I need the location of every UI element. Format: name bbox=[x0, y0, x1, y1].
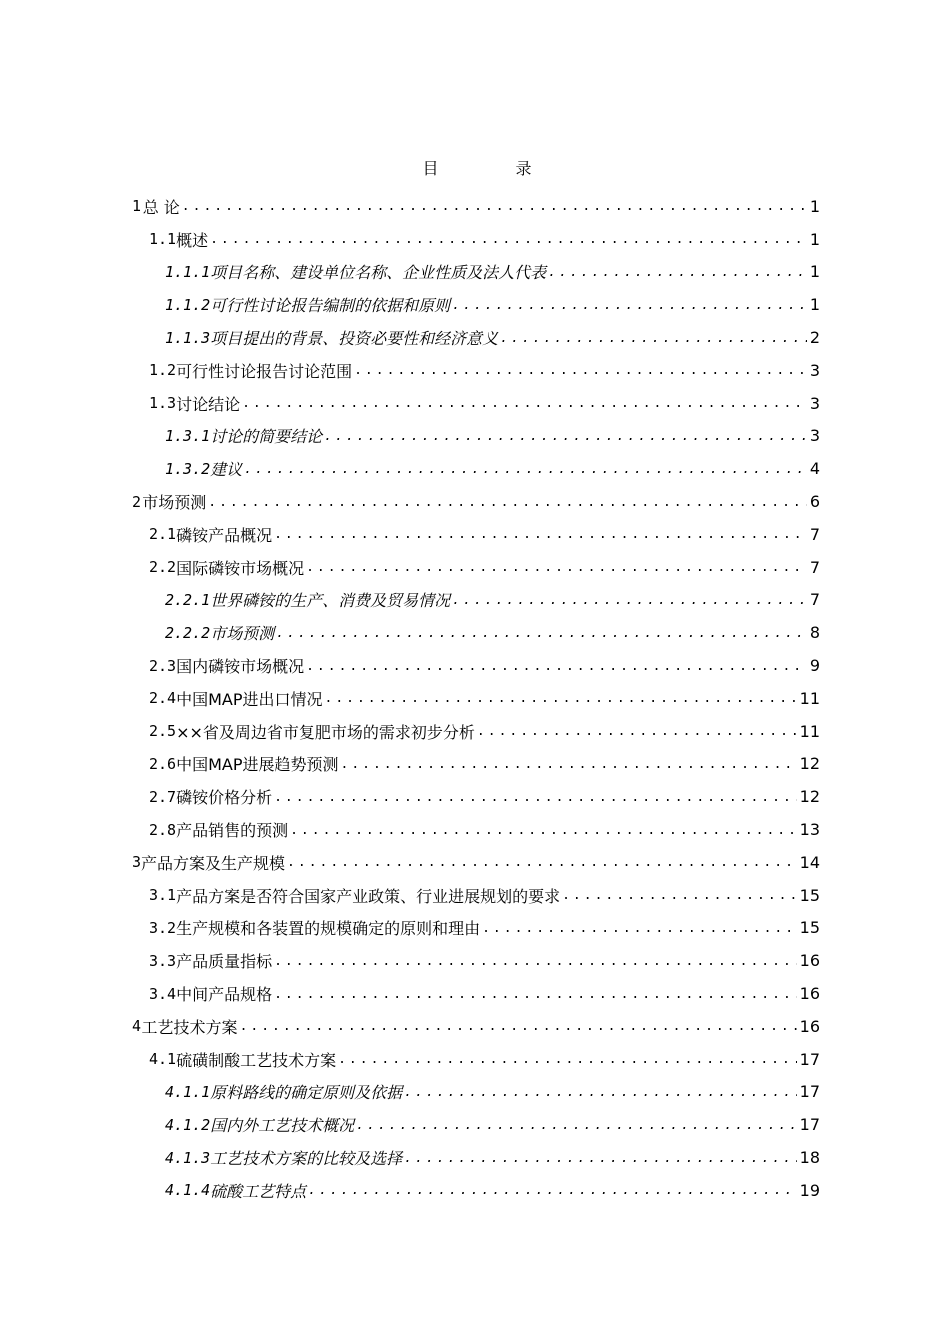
toc-entry-page-number: 15 bbox=[799, 918, 820, 938]
toc-entry[interactable] bbox=[128, 518, 820, 551]
toc-entry-label: 国际磷铵市场概况 bbox=[176, 558, 305, 578]
toc-entry-label: 产品质量指标 bbox=[176, 952, 273, 972]
toc-entry[interactable] bbox=[128, 452, 820, 485]
toc-dot-leader bbox=[210, 230, 807, 248]
toc-entry-page-number: 15 bbox=[799, 885, 820, 905]
toc-entry-label: 项目提出的背景、投资必要性和经济意义 bbox=[210, 329, 499, 349]
toc-entry-label: 中间产品规格 bbox=[176, 985, 273, 1005]
toc-dot-leader bbox=[308, 1181, 796, 1199]
toc-entry[interactable] bbox=[128, 387, 820, 420]
toc-entry-label: 讨论结论 bbox=[176, 394, 241, 414]
toc-entry[interactable] bbox=[128, 354, 820, 387]
toc-entry-label: 可行性讨论报告编制的依据和原则 bbox=[210, 296, 451, 316]
toc-entry-label: 建议 bbox=[210, 460, 243, 480]
toc-entry-label: 产品方案是否符合国家产业政策、行业进展规划的要求 bbox=[176, 886, 561, 906]
toc-dot-leader bbox=[452, 591, 807, 609]
toc-entry-label: 国内磷铵市场概况 bbox=[176, 657, 305, 677]
toc-entry-number: 2.4 bbox=[149, 689, 177, 708]
toc-entry-number: 1 bbox=[132, 197, 142, 216]
toc-entry-label: 概述 bbox=[176, 230, 209, 250]
toc-entry-number: 1.1.2 bbox=[165, 295, 211, 314]
toc-entry-number: 3.4 bbox=[149, 984, 177, 1003]
toc-entry[interactable] bbox=[128, 879, 820, 912]
toc-dot-leader bbox=[548, 263, 807, 281]
toc-entry-label: 产品销售的预测 bbox=[176, 821, 289, 841]
toc-entry[interactable] bbox=[128, 1141, 820, 1174]
toc-entry-number: 2.5 bbox=[149, 722, 177, 741]
toc-entry-page-number: 11 bbox=[799, 721, 820, 741]
toc-entry-number: 2.6 bbox=[149, 754, 177, 773]
toc-entry-label: 国内外工艺技术概况 bbox=[210, 1116, 355, 1136]
toc-entry-number: 2.2 bbox=[149, 558, 177, 577]
toc-entry-number: 1.2 bbox=[149, 361, 177, 380]
toc-entry-page-number: 16 bbox=[799, 1016, 820, 1036]
toc-dot-leader bbox=[482, 919, 797, 937]
toc-entry[interactable] bbox=[128, 780, 820, 813]
toc-entry-label: 项目名称、建设单位名称、企业性质及法人代表 bbox=[210, 263, 547, 283]
toc-dot-leader bbox=[182, 197, 807, 215]
toc-entry-page-number: 12 bbox=[799, 754, 820, 774]
toc-entry-number: 2.2.1 bbox=[165, 590, 211, 609]
toc-entry-label: ××省及周边省市复肥市场的需求初步分析 bbox=[176, 722, 475, 742]
toc-entry[interactable] bbox=[128, 682, 820, 715]
toc-entry-number: 4.1 bbox=[149, 1050, 177, 1069]
toc-entry-label: 中国MAP进展趋势预测 bbox=[176, 755, 339, 775]
toc-entry-label: 讨论的简要结论 bbox=[210, 427, 323, 447]
toc-dot-leader bbox=[477, 722, 797, 740]
toc-entry-page-number: 7 bbox=[809, 524, 820, 544]
toc-entry[interactable] bbox=[128, 288, 820, 321]
toc-entry-page-number: 1 bbox=[809, 295, 820, 315]
toc-entry-label: 磷铵产品概况 bbox=[176, 525, 273, 545]
toc-dot-leader bbox=[287, 853, 797, 871]
toc-dot-leader bbox=[274, 788, 797, 806]
toc-entry-number: 2 bbox=[132, 492, 142, 511]
toc-entry-page-number: 7 bbox=[809, 557, 820, 577]
toc-entry-page-number: 17 bbox=[799, 1082, 820, 1102]
toc-entry-label: 市场预测 bbox=[210, 624, 275, 644]
toc-entry[interactable] bbox=[128, 190, 820, 223]
toc-entry-page-number: 2 bbox=[809, 328, 820, 348]
toc-entry-page-number: 11 bbox=[799, 688, 820, 708]
toc-entry-page-number: 3 bbox=[809, 393, 820, 413]
toc-entry-number: 4 bbox=[132, 1017, 142, 1036]
toc-entry-page-number: 17 bbox=[799, 1115, 820, 1135]
toc-entry-page-number: 18 bbox=[799, 1148, 820, 1167]
toc-dot-leader bbox=[306, 657, 807, 675]
toc-entry-label: 硫酸工艺特点 bbox=[210, 1181, 307, 1201]
toc-dot-leader bbox=[290, 821, 797, 839]
toc-dot-leader bbox=[338, 1050, 797, 1068]
toc-entry-label: 生产规模和各装置的规模确定的原则和理由 bbox=[176, 919, 481, 939]
toc-dot-leader bbox=[274, 985, 797, 1003]
toc-entry-label: 工艺技术方案的比较及选择 bbox=[210, 1149, 403, 1168]
toc-entry-number: 2.1 bbox=[149, 525, 177, 544]
toc-entry-page-number: 4 bbox=[809, 459, 820, 479]
toc-dot-leader bbox=[354, 361, 807, 379]
toc-entry-page-number: 16 bbox=[799, 984, 820, 1004]
toc-entry-page-number: 17 bbox=[799, 1049, 820, 1069]
toc-entry-label: 中国MAP进出口情况 bbox=[176, 689, 323, 709]
toc-entry-number: 1.1.1 bbox=[165, 262, 211, 281]
toc-entry[interactable] bbox=[128, 420, 820, 453]
toc-entry-number: 2.3 bbox=[149, 656, 177, 675]
toc-entry-number: 4.1.2 bbox=[165, 1115, 211, 1134]
toc-entry-label: 磷铵价格分析 bbox=[176, 788, 273, 808]
toc-dot-leader bbox=[562, 886, 797, 904]
toc-entry-number: 3.1 bbox=[149, 886, 177, 905]
toc-entry-page-number: 16 bbox=[799, 951, 820, 971]
toc-entry-label: 产品方案及生产规模 bbox=[141, 853, 286, 873]
toc-entry-page-number: 3 bbox=[809, 426, 820, 446]
toc-entry-label: 硫磺制酸工艺技术方案 bbox=[176, 1050, 337, 1070]
toc-entry[interactable] bbox=[128, 912, 820, 945]
toc-entry-label: 市场预测 bbox=[142, 493, 207, 513]
toc-entry[interactable] bbox=[128, 551, 820, 584]
toc-entry[interactable] bbox=[128, 977, 820, 1010]
toc-entry[interactable] bbox=[128, 485, 820, 518]
toc-entry[interactable] bbox=[128, 223, 820, 256]
toc-dot-leader bbox=[240, 1017, 797, 1035]
toc-entry[interactable] bbox=[128, 584, 820, 617]
toc-title: 目 录 bbox=[422, 159, 568, 178]
toc-entry-number: 2.7 bbox=[149, 787, 177, 806]
toc-dot-leader bbox=[274, 952, 797, 970]
toc-entry[interactable] bbox=[128, 748, 820, 781]
toc-entry-page-number: 6 bbox=[809, 492, 820, 512]
toc-dot-leader bbox=[404, 1149, 796, 1167]
toc-entry-number: 1.3 bbox=[149, 394, 177, 413]
toc-entry-page-number: 13 bbox=[799, 820, 820, 840]
toc-dot-leader bbox=[452, 296, 807, 314]
toc-entry[interactable] bbox=[128, 321, 820, 354]
toc-entry-number: 4.1.1 bbox=[165, 1082, 211, 1101]
toc-entry[interactable] bbox=[128, 616, 820, 649]
toc-entry-page-number: 1 bbox=[809, 196, 820, 216]
toc-dot-leader bbox=[276, 624, 807, 642]
toc-entry[interactable] bbox=[128, 813, 820, 846]
toc-entry-page-number: 7 bbox=[809, 590, 820, 610]
toc-entry-page-number: 14 bbox=[799, 852, 820, 872]
toc-entry[interactable] bbox=[128, 1108, 820, 1141]
toc-entry[interactable] bbox=[128, 1076, 820, 1109]
toc-entry-page-number: 19 bbox=[799, 1180, 820, 1200]
toc-entry-number: 2.8 bbox=[149, 820, 177, 839]
toc-list bbox=[128, 190, 820, 1207]
toc-entry-label: 工艺技术方案 bbox=[141, 1017, 238, 1037]
toc-entry-number: 4.1.3 bbox=[165, 1148, 211, 1167]
toc-dot-leader bbox=[500, 329, 807, 347]
toc-dot-leader bbox=[274, 525, 807, 543]
toc-entry-number: 3 bbox=[132, 853, 142, 872]
toc-dot-leader bbox=[244, 460, 807, 478]
toc-entry[interactable] bbox=[128, 256, 820, 289]
toc-entry-number: 2.2.2 bbox=[165, 623, 211, 642]
toc-dot-leader bbox=[208, 493, 807, 511]
toc-dot-leader bbox=[306, 558, 807, 576]
toc-entry[interactable] bbox=[128, 846, 820, 879]
toc-dot-leader bbox=[242, 394, 807, 412]
toc-dot-leader bbox=[325, 689, 797, 707]
toc-dot-leader bbox=[356, 1116, 796, 1134]
toc-entry-number: 1.1.3 bbox=[165, 328, 211, 347]
toc-entry-page-number: 12 bbox=[799, 787, 820, 807]
toc-entry[interactable] bbox=[128, 715, 820, 748]
toc-entry-number: 1.1 bbox=[149, 230, 177, 249]
toc-entry[interactable] bbox=[128, 1043, 820, 1076]
toc-entry-number: 3.2 bbox=[149, 918, 177, 937]
toc-entry-label: 可行性讨论报告讨论范围 bbox=[176, 361, 353, 381]
toc-entry-number: 1.3.2 bbox=[165, 459, 211, 478]
toc-entry-page-number: 8 bbox=[809, 623, 820, 643]
toc-entry-label: 世界磷铵的生产、消费及贸易情况 bbox=[210, 591, 451, 611]
toc-entry-page-number: 9 bbox=[809, 656, 820, 676]
toc-entry-number: 1.3.1 bbox=[165, 426, 211, 445]
toc-entry-page-number: 3 bbox=[809, 360, 820, 380]
toc-dot-leader bbox=[404, 1083, 796, 1101]
toc-entry-label: 总 论 bbox=[142, 197, 180, 217]
toc-entry[interactable] bbox=[128, 649, 820, 682]
toc-entry-number: 3.3 bbox=[149, 951, 177, 970]
toc-entry-page-number: 1 bbox=[809, 262, 820, 282]
toc-dot-leader bbox=[341, 755, 797, 773]
toc-entry[interactable] bbox=[128, 1174, 820, 1207]
toc-entry[interactable] bbox=[128, 1010, 820, 1043]
toc-dot-leader bbox=[324, 427, 807, 445]
toc-entry-number: 4.1.4 bbox=[165, 1181, 211, 1200]
toc-entry-label: 原料路线的确定原则及依据 bbox=[210, 1083, 403, 1103]
toc-entry-page-number: 1 bbox=[809, 229, 820, 249]
toc-entry[interactable] bbox=[128, 944, 820, 977]
